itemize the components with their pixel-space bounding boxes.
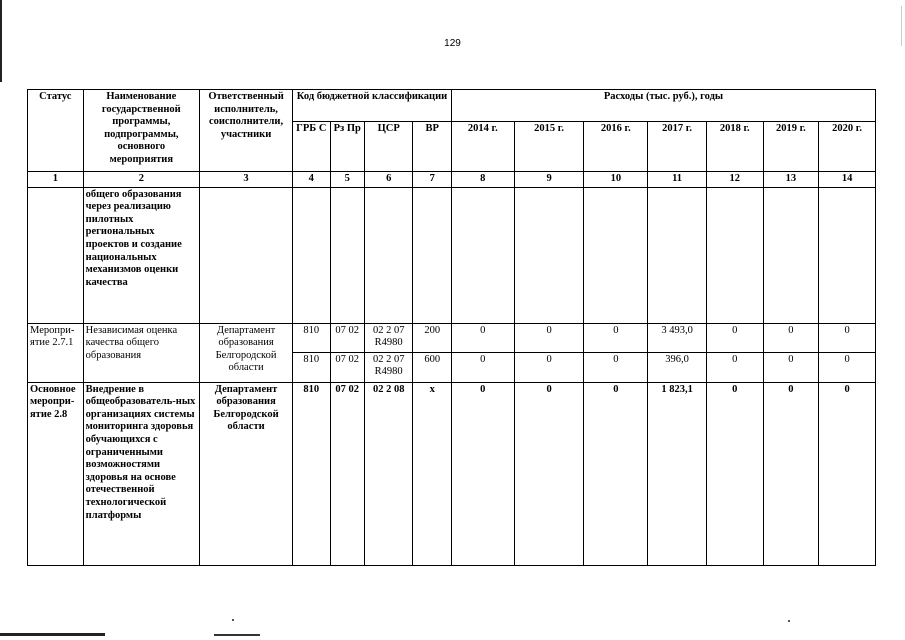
expense-cell: 0: [451, 382, 514, 565]
empty-cell: [28, 187, 84, 323]
grbs-cell: 810: [293, 382, 330, 565]
rzpr-cell: 07 02: [330, 352, 364, 382]
scan-edge-mark: [0, 633, 105, 636]
header-responsible: Ответственный исполнитель, соисполнители, участники: [200, 90, 293, 172]
expense-cell: 1 823,1: [648, 382, 707, 565]
expense-cell: 0: [706, 382, 763, 565]
page-number: 129: [444, 38, 461, 49]
event-status: Меропри-ятие 2.7.1: [28, 323, 84, 382]
empty-cell: [584, 187, 648, 323]
column-number: 4: [293, 172, 330, 188]
header-grbs: ГРБ С: [293, 122, 330, 172]
column-number: 9: [514, 172, 584, 188]
event-name: Независимая оценка качества общего образования: [83, 323, 199, 382]
expense-cell: 0: [763, 352, 819, 382]
empty-cell: [514, 187, 584, 323]
column-number: 3: [200, 172, 293, 188]
header-year: 2015 г.: [514, 122, 584, 172]
column-number: 14: [819, 172, 876, 188]
expense-cell: 0: [706, 352, 763, 382]
event-responsible: Департамент образования Белгородской области: [200, 382, 293, 565]
column-number: 11: [648, 172, 707, 188]
expense-cell: 0: [763, 323, 819, 352]
table-row: [28, 382, 876, 565]
empty-cell: [330, 187, 364, 323]
expense-cell: 0: [514, 382, 584, 565]
column-number: 13: [763, 172, 819, 188]
table-row: [28, 323, 876, 352]
header-row: [28, 90, 876, 122]
rzpr-cell: 07 02: [330, 382, 364, 565]
header-budget-code: Код бюджетной классификации: [293, 90, 452, 122]
event-responsible: Департамент образования Белгородской области: [200, 323, 293, 382]
scan-speck: [788, 620, 790, 622]
column-number-row: [28, 172, 876, 188]
vr-cell: х: [413, 382, 451, 565]
header-rzpr: Рз Пр: [330, 122, 364, 172]
empty-cell: [200, 187, 293, 323]
column-number: 7: [413, 172, 451, 188]
vr-cell: 600: [413, 352, 451, 382]
header-csr: ЦСР: [364, 122, 413, 172]
scan-speck: [232, 619, 234, 621]
expense-cell: 0: [819, 323, 876, 352]
empty-cell: [293, 187, 330, 323]
expense-cell: 0: [584, 323, 648, 352]
column-number: 10: [584, 172, 648, 188]
header-vr: ВР: [413, 122, 451, 172]
empty-cell: [763, 187, 819, 323]
column-number: 5: [330, 172, 364, 188]
header-year: 2014 г.: [451, 122, 514, 172]
expense-cell: 0: [584, 352, 648, 382]
grbs-cell: 810: [293, 323, 330, 352]
expense-cell: 0: [706, 323, 763, 352]
empty-cell: [413, 187, 451, 323]
column-number: 8: [451, 172, 514, 188]
header-year: 2020 г.: [819, 122, 876, 172]
header-expenses: Расходы (тыс. руб.), годы: [451, 90, 875, 122]
expense-cell: 0: [514, 352, 584, 382]
rzpr-cell: 07 02: [330, 323, 364, 352]
expense-cell: 0: [819, 382, 876, 565]
expense-cell: 0: [584, 382, 648, 565]
expense-cell: 0: [819, 352, 876, 382]
vr-cell: 200: [413, 323, 451, 352]
expense-cell: 0: [514, 323, 584, 352]
expense-cell: 396,0: [648, 352, 707, 382]
column-number: 1: [28, 172, 84, 188]
empty-cell: [364, 187, 413, 323]
budget-table: [27, 89, 876, 566]
event-name: Внедрение в общеобразователь-ных организациях системы мониторинга здоровья обучающихся с ограниченными возможностями здоровья на основе отечественной технологической платформы: [83, 382, 199, 565]
header-year: 2016 г.: [584, 122, 648, 172]
column-number: 6: [364, 172, 413, 188]
empty-cell: [819, 187, 876, 323]
continuation-name: общего образования через реализацию пилотных региональных проектов и создание национальных механизмов оценки качества: [83, 187, 199, 323]
expense-cell: 3 493,0: [648, 323, 707, 352]
header-status: Статус: [28, 90, 84, 172]
expense-cell: 0: [451, 323, 514, 352]
empty-cell: [451, 187, 514, 323]
csr-cell: 02 2 07 R4980: [364, 352, 413, 382]
header-year: 2018 г.: [706, 122, 763, 172]
table-row: [28, 187, 876, 323]
csr-cell: 02 2 08: [364, 382, 413, 565]
empty-cell: [706, 187, 763, 323]
header-year: 2019 г.: [763, 122, 819, 172]
empty-cell: [648, 187, 707, 323]
scan-edge-mark: [214, 634, 260, 636]
header-name: Наименование государственной программы, подпрограммы, основного мероприятия: [83, 90, 199, 172]
event-status: Основное меропри-ятие 2.8: [28, 382, 84, 565]
expense-cell: 0: [451, 352, 514, 382]
column-number: 12: [706, 172, 763, 188]
column-number: 2: [83, 172, 199, 188]
expense-cell: 0: [763, 382, 819, 565]
header-year: 2017 г.: [648, 122, 707, 172]
csr-cell: 02 2 07 R4980: [364, 323, 413, 352]
grbs-cell: 810: [293, 352, 330, 382]
